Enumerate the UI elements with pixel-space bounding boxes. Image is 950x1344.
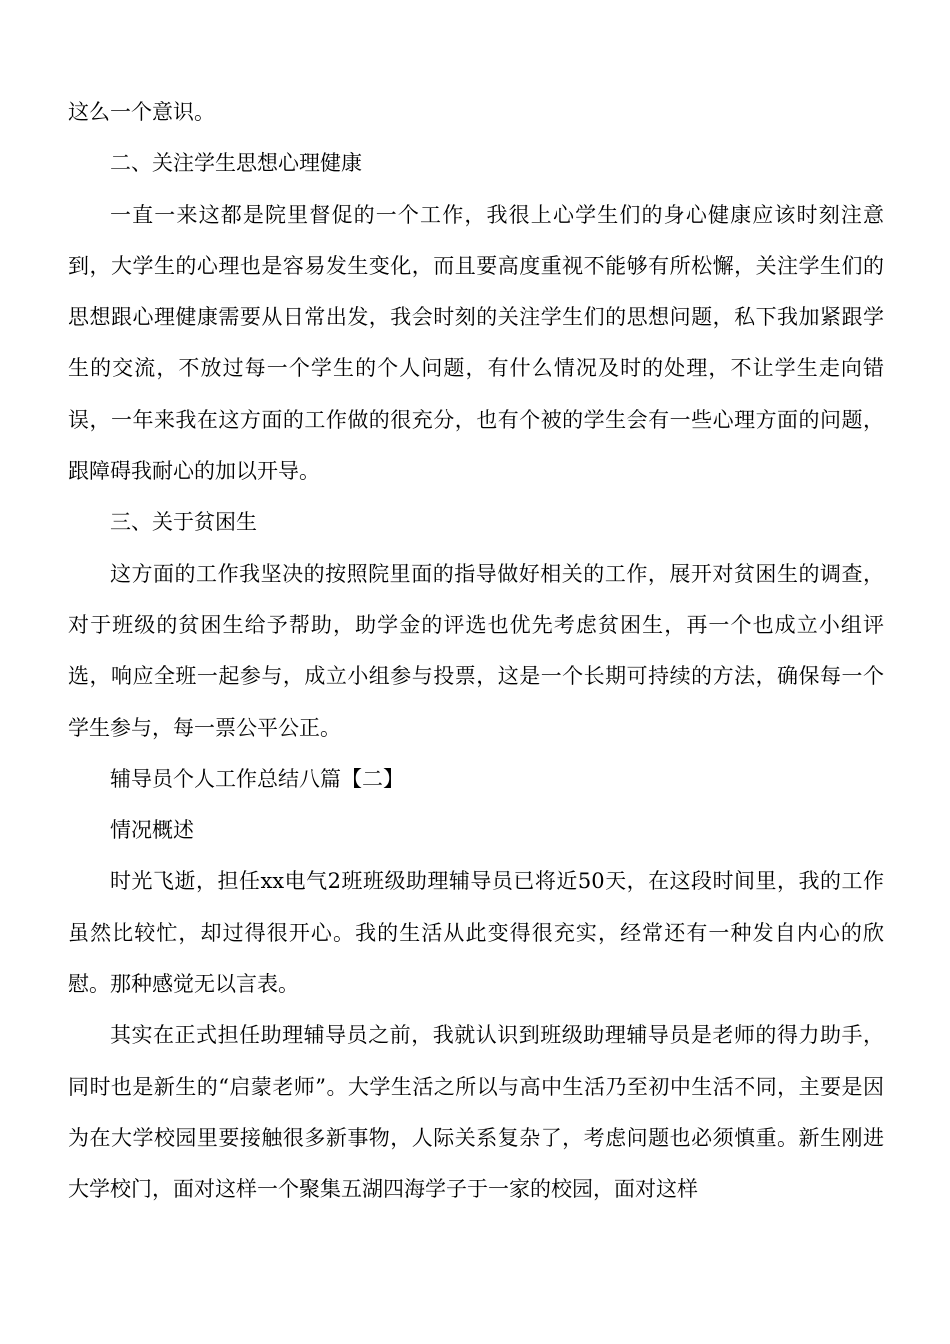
document-page <box>68 87 884 1216</box>
paragraph-poor-students: 这方面的工作我坚决的按照院里面的指导做好相关的工作，展开对贫困生的调查，对于班级的贫困生给予帮助，助学金的评选也优先考虑贫困生，再一个也成立小组评选，响应全班一起参与，成立小组参与投票，这是一个长期可持续的方法，确保每一个学生参与，每一票公平公正。 <box>68 561 884 740</box>
paragraph-overview: 时光飞逝，担任xx电气2班班级助理辅导员已将近50天，在这段时间里，我的工作虽然比较忙，却过得很开心。我的生活从此变得很充实，经常还有一种发自内心的欣慰。那种感觉无以言表。 <box>68 869 884 997</box>
section-heading-poor-students: 三、关于贫困生 <box>110 510 257 535</box>
paragraph-role-understanding: 其实在正式担任助理辅导员之前，我就认识到班级助理辅导员是老师的得力助手，同时也是新生的“启蒙老师”。大学生活之所以与高中生活乃至初中生活不同，主要是因为在大学校园里要接触很多新事物，人际关系复杂了，考虑问题也必须慎重。新生刚进大学校门，面对这样一个聚集五湖四海学子于一家的校园，面对这样 <box>68 1023 884 1202</box>
paragraph-continued: 这么一个意识。 <box>68 100 215 124</box>
section-heading-overview: 情况概述 <box>110 818 194 843</box>
article-title-part-two: 辅导员个人工作总结八篇【二】 <box>110 766 404 791</box>
section-heading-mental-health: 二、关注学生思想心理健康 <box>110 151 362 176</box>
paragraph-mental-health: 一直一来这都是院里督促的一个工作，我很上心学生们的身心健康应该时刻注意到，大学生的心理也是容易发生变化，而且要高度重视不能够有所松懈，关注学生们的思想跟心理健康需要从日常出发，我会时刻的关注学生们的思想问题，私下我加紧跟学生的交流，不放过每一个学生的个人问题，有什么情况及时的处理，不让学生走向错误，一年来我在这方面的工作做的很充分，也有个被的学生会有一些心理方面的问题，跟障碍我耐心的加以开导。 <box>68 202 884 484</box>
